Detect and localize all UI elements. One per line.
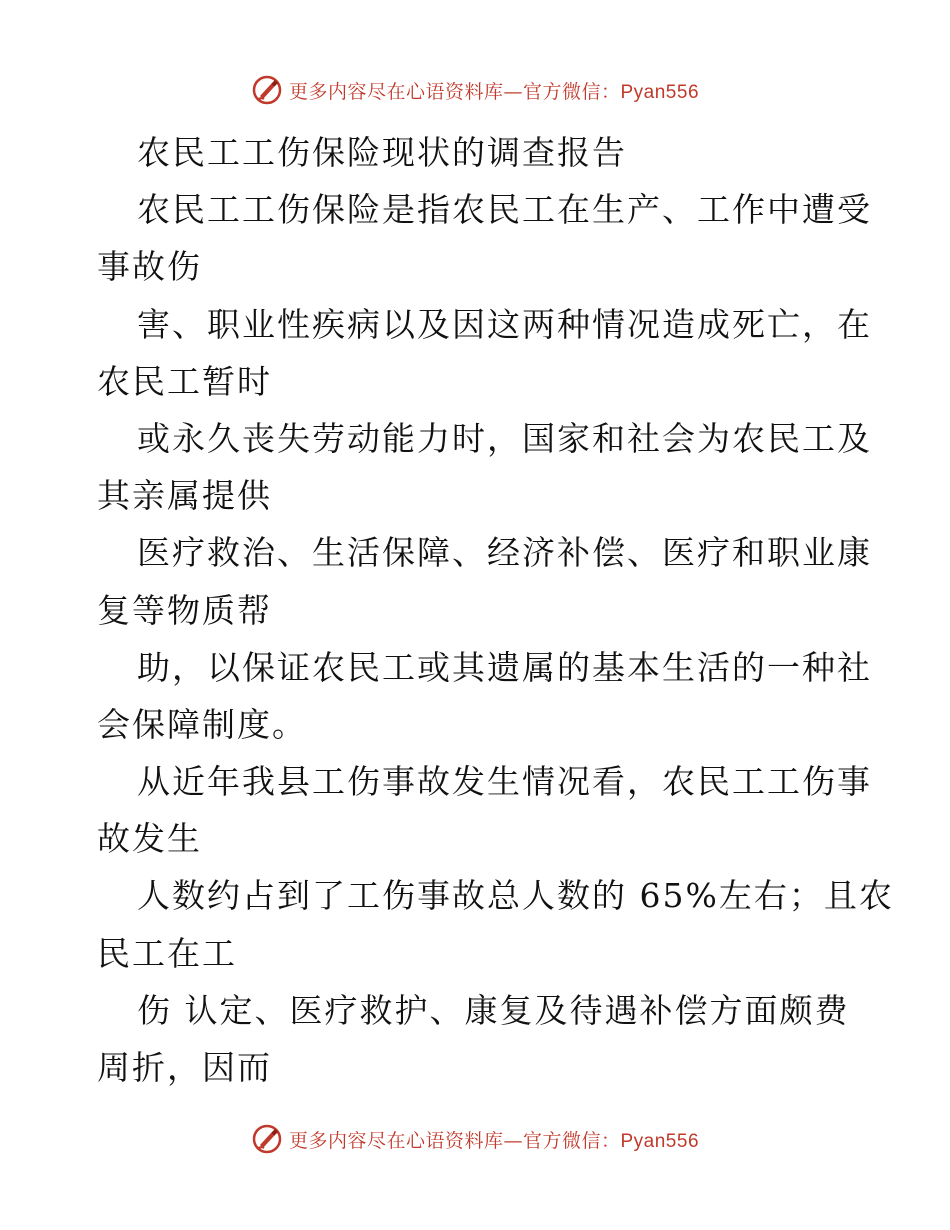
paragraph-line: 会保障制度。 (97, 704, 307, 744)
logo-icon (251, 74, 283, 106)
paragraph-line: 民工在工 (97, 933, 237, 973)
logo-icon (251, 1123, 283, 1155)
paragraph-line: 害、职业性疾病以及因这两种情况造成死亡，在 (137, 304, 872, 344)
paragraph-line: 医疗救治、生活保障、经济补偿、医疗和职业康 (137, 533, 872, 573)
document-body (97, 124, 894, 1096)
paragraph-line: 从近年我县工伤事故发生情况看，农民工工伤事 (137, 762, 872, 802)
paragraph-line: 其亲属提供 (97, 476, 272, 516)
paragraph-line: 或永久丧失劳动能力时，国家和社会为农民工及 (137, 418, 872, 458)
wechat-id: Pyan556 (620, 81, 700, 103)
paragraph-line: 事故伤 (97, 247, 202, 287)
watermark-text: 更多内容尽在心语资料库—官方微信：Pyan556 (288, 1129, 700, 1152)
paragraph-line: 故发生 (97, 819, 202, 859)
paragraph-line: 周折，因而 (97, 1048, 272, 1087)
wechat-id: Pyan556 (620, 1130, 700, 1152)
paragraph-line: 复等物质帮 (97, 590, 272, 630)
header-watermark-banner (0, 70, 950, 110)
document-title: 农民工工伤保险现状的调查报告 (137, 133, 627, 172)
paragraph-line: 人数约占到了工伤事故总人数的 65%左右；且农 (137, 876, 894, 916)
footer-watermark-banner (0, 1119, 950, 1159)
paragraph-line: 农民工工伤保险是指农民工在生产、工作中遭受 (137, 190, 872, 230)
watermark-text: 更多内容尽在心语资料库—官方微信：Pyan556 (288, 80, 700, 103)
paragraph-line: 农民工暂时 (97, 361, 272, 401)
paragraph-line: 伤 认定、医疗救护、康复及待遇补偿方面颇费 (137, 990, 850, 1030)
paragraph-line: 助，以保证农民工或其遗属的基本生活的一种社 (137, 647, 872, 687)
